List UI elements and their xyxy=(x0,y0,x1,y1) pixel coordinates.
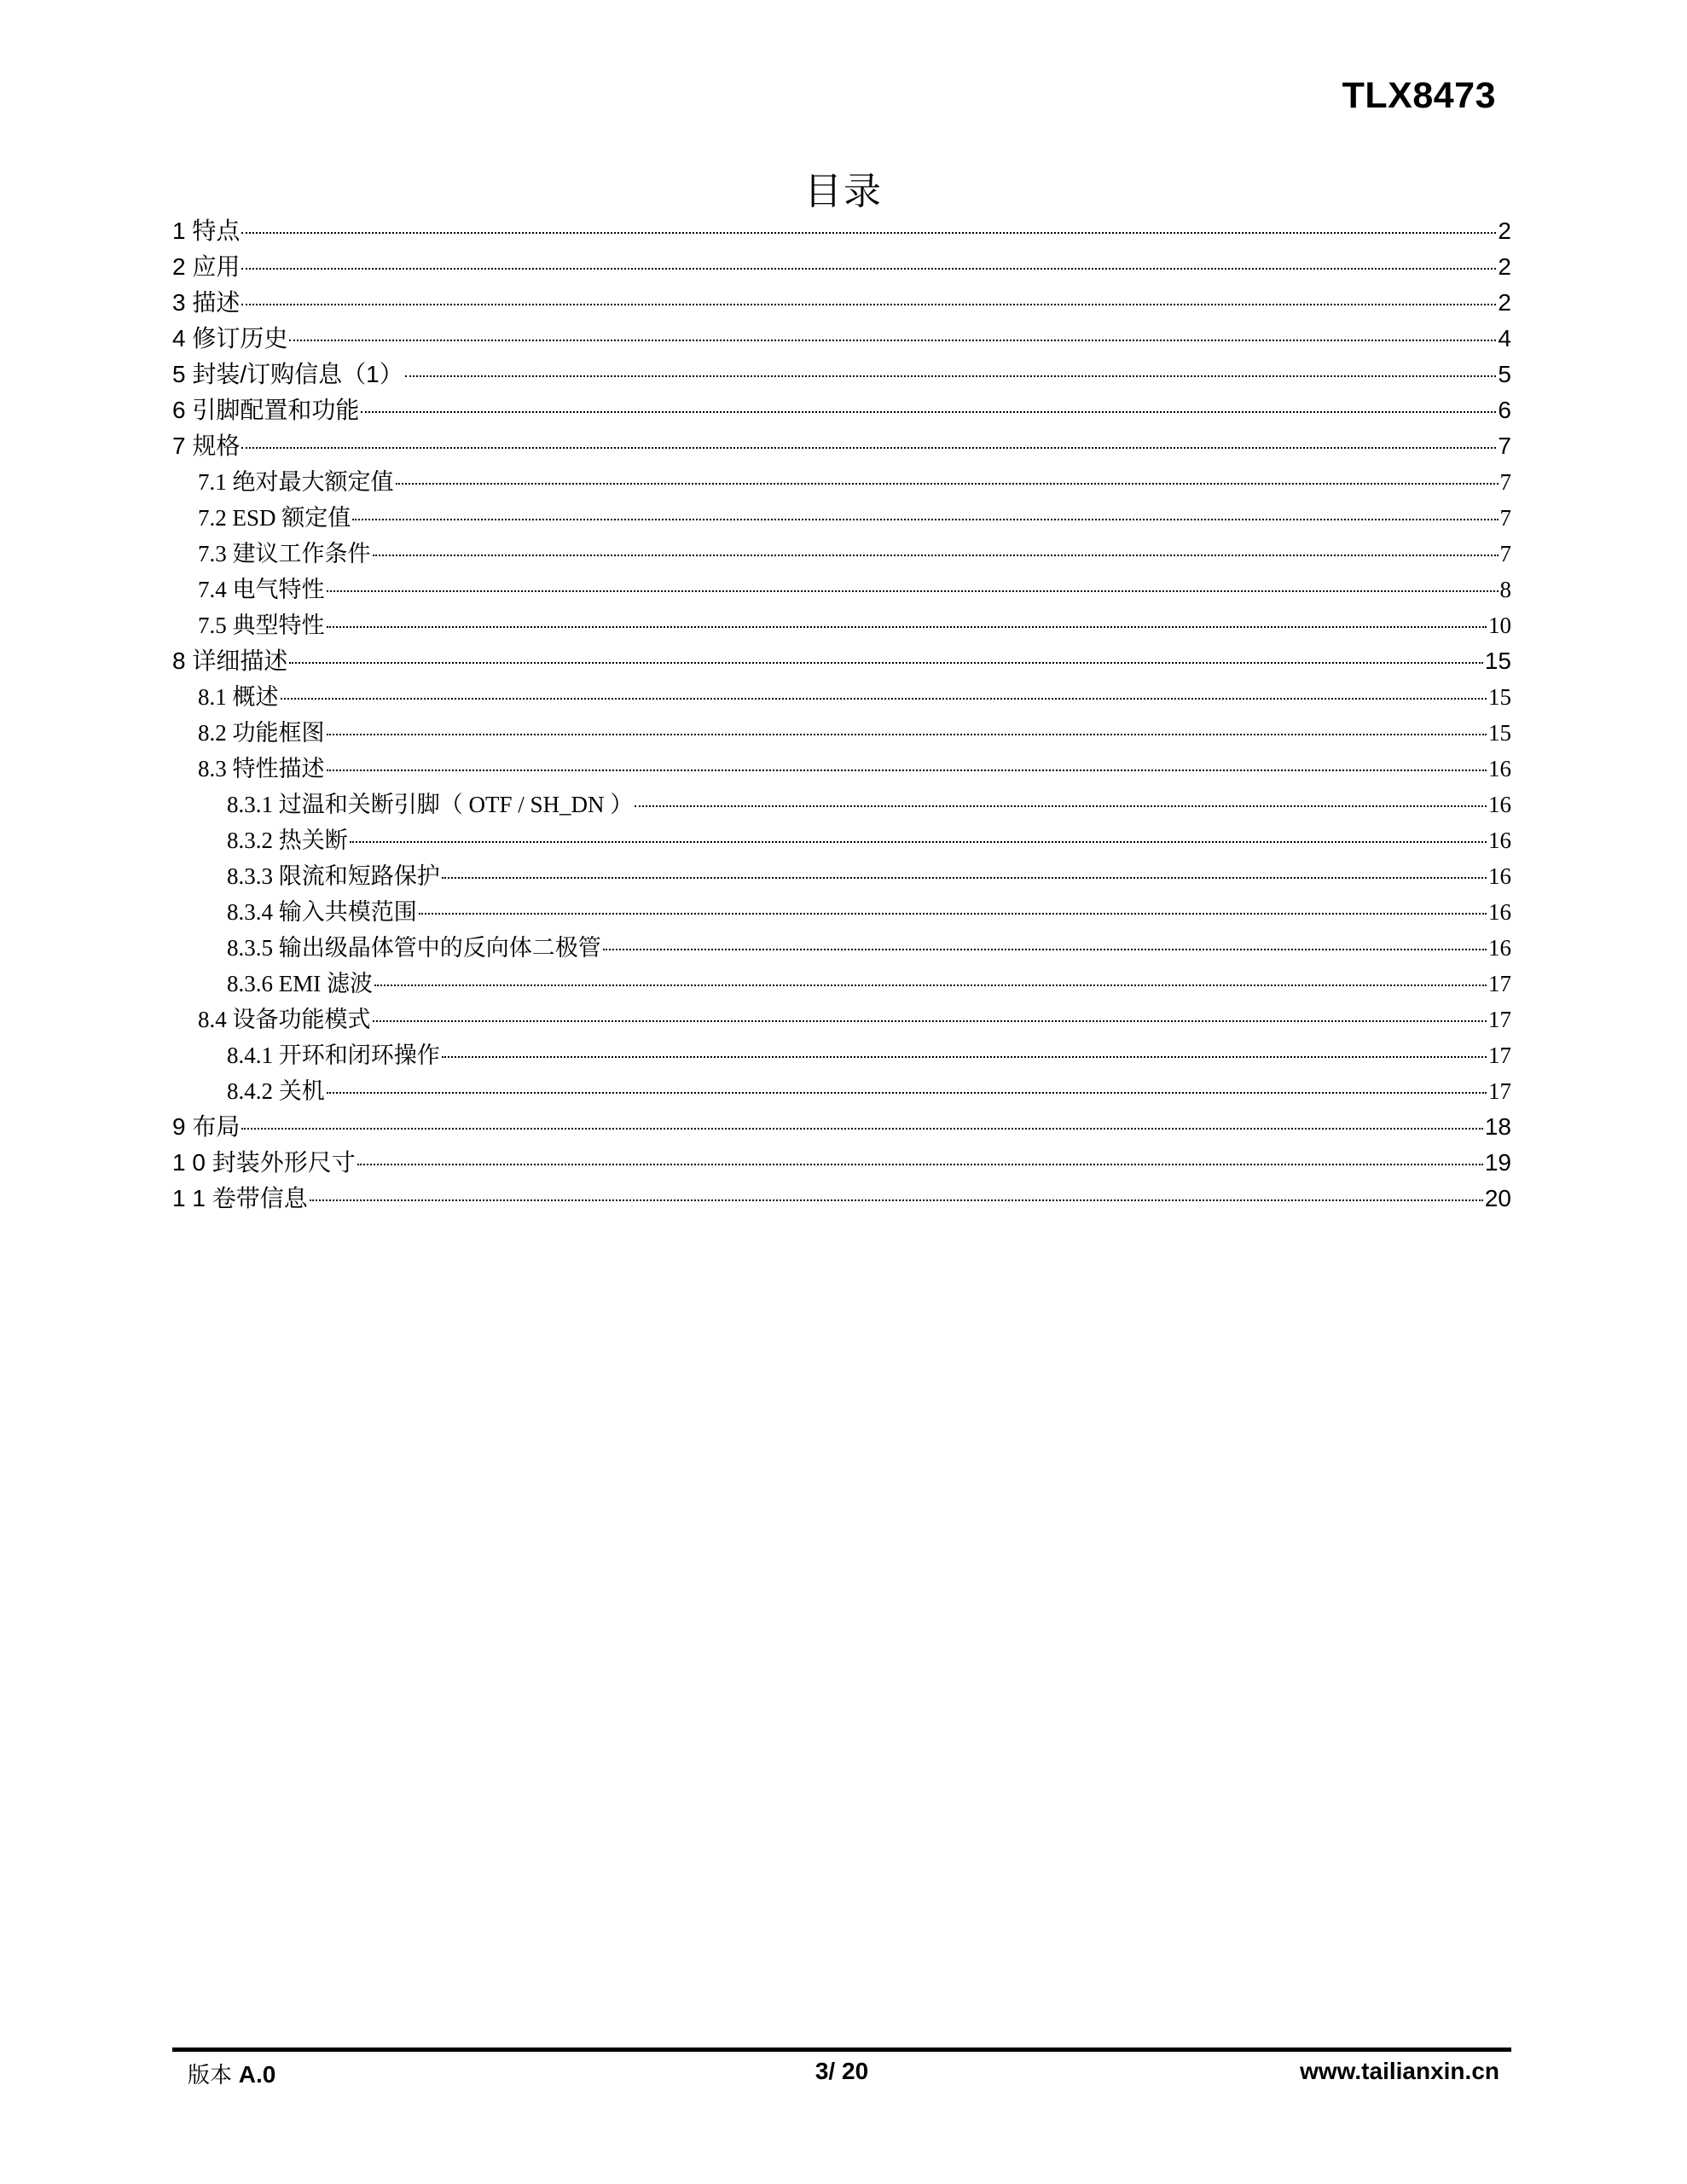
toc-entry[interactable] xyxy=(172,858,1511,894)
toc-entry-page: 20 xyxy=(1484,1185,1511,1211)
toc-dot-leader xyxy=(241,447,1496,449)
toc-entry-label: 7 规格 xyxy=(172,433,241,459)
toc-dot-leader xyxy=(241,304,1496,305)
toc-entry[interactable] xyxy=(172,1073,1511,1109)
toc-entry-label: 5 封装/订购信息（1） xyxy=(172,361,403,387)
toc-entry-label: 8.3.2 热关断 xyxy=(227,828,348,853)
toc-entry[interactable] xyxy=(172,894,1511,930)
toc-entry[interactable] xyxy=(172,321,1511,357)
toc-entry-page: 5 xyxy=(1498,361,1511,387)
toc-entry-label: 1 0 封装外形尺寸 xyxy=(172,1149,356,1176)
toc-dot-leader xyxy=(281,698,1487,700)
toc-entry-label: 8.3.6 EMI 滤波 xyxy=(227,971,373,996)
part-number-header: TLX8473 xyxy=(1342,75,1496,116)
toc-entry-label: 4 修订历史 xyxy=(172,325,288,351)
page-indicator: 3/ 20 xyxy=(815,2058,869,2084)
toc-entry-page: 15 xyxy=(1488,720,1511,746)
toc-entry-page: 10 xyxy=(1488,613,1511,638)
toc-entry-page: 17 xyxy=(1488,1007,1511,1032)
toc-entry-label: 8.4.1 开环和闭环操作 xyxy=(227,1043,440,1068)
toc-entry-page: 8 xyxy=(1499,577,1511,602)
toc-dot-leader xyxy=(405,375,1497,377)
toc-entry[interactable] xyxy=(172,213,1511,249)
toc-entry-page: 4 xyxy=(1498,325,1511,351)
toc-entry-label: 7.4 电气特性 xyxy=(198,577,325,602)
toc-entry-page: 16 xyxy=(1488,828,1511,853)
page-footer xyxy=(172,2058,1511,2092)
toc-dot-leader xyxy=(327,770,1487,771)
website-link[interactable]: www.tailianxin.cn xyxy=(1300,2058,1499,2084)
toc-entry[interactable] xyxy=(172,1145,1511,1181)
toc-entry-label: 8.3.3 限流和短路保护 xyxy=(227,863,440,889)
toc-entry[interactable] xyxy=(172,392,1511,428)
table-of-contents xyxy=(172,213,1511,1217)
toc-entry-page: 16 xyxy=(1488,863,1511,889)
toc-dot-leader xyxy=(373,1020,1487,1022)
version-label: 版本 xyxy=(188,2063,233,2088)
toc-entry-page: 17 xyxy=(1488,971,1511,996)
toc-dot-leader xyxy=(327,590,1499,592)
toc-entry-label: 9 布局 xyxy=(172,1113,241,1140)
toc-entry-label: 6 引脚配置和功能 xyxy=(172,397,360,423)
toc-dot-leader xyxy=(352,519,1498,520)
toc-entry-label: 7.2 ESD 额定值 xyxy=(198,505,351,531)
toc-dot-leader xyxy=(289,340,1496,341)
toc-title: 目录 xyxy=(804,170,883,213)
toc-entry[interactable] xyxy=(172,1109,1511,1145)
toc-entry-label: 1 特点 xyxy=(172,218,241,244)
toc-entry[interactable] xyxy=(172,715,1511,751)
toc-entry[interactable] xyxy=(172,822,1511,858)
toc-entry-page: 2 xyxy=(1498,218,1511,244)
toc-entry-page: 2 xyxy=(1498,253,1511,280)
toc-entry[interactable] xyxy=(172,1037,1511,1073)
toc-entry-page: 19 xyxy=(1484,1149,1511,1176)
toc-dot-leader xyxy=(361,411,1496,413)
toc-entry-page: 7 xyxy=(1499,541,1511,566)
toc-dot-leader xyxy=(241,232,1496,234)
toc-entry[interactable] xyxy=(172,500,1511,536)
toc-dot-leader xyxy=(350,841,1487,843)
toc-dot-leader xyxy=(396,483,1499,485)
version-value: A.0 xyxy=(238,2061,276,2088)
toc-entry[interactable] xyxy=(172,643,1511,679)
toc-entry[interactable] xyxy=(172,464,1511,500)
toc-entry-label: 8.4.2 关机 xyxy=(227,1078,325,1104)
toc-dot-leader xyxy=(374,985,1487,986)
toc-entry-label: 8.2 功能框图 xyxy=(198,720,325,746)
toc-entry-label: 1 1 卷带信息 xyxy=(172,1185,308,1211)
toc-dot-leader xyxy=(241,268,1496,270)
toc-entry-label: 2 应用 xyxy=(172,253,241,280)
toc-entry[interactable] xyxy=(172,357,1511,392)
toc-entry-page: 7 xyxy=(1499,469,1511,495)
toc-entry[interactable] xyxy=(172,536,1511,572)
toc-entry[interactable] xyxy=(172,966,1511,1002)
toc-entry[interactable] xyxy=(172,607,1511,643)
toc-entry[interactable] xyxy=(172,428,1511,464)
toc-entry-label: 7.5 典型特性 xyxy=(198,613,325,638)
toc-entry-page: 16 xyxy=(1488,899,1511,925)
toc-entry[interactable] xyxy=(172,285,1511,321)
toc-entry-label: 8.3.5 输出级晶体管中的反向体二极管 xyxy=(227,935,601,961)
toc-entry-page: 16 xyxy=(1488,756,1511,781)
toc-dot-leader xyxy=(603,949,1487,950)
toc-entry-page: 15 xyxy=(1484,648,1511,674)
toc-dot-leader xyxy=(442,1056,1487,1058)
toc-entry-label: 8.4 设备功能模式 xyxy=(198,1007,371,1032)
toc-dot-leader xyxy=(373,555,1499,556)
toc-entry[interactable] xyxy=(172,930,1511,966)
toc-entry[interactable] xyxy=(172,1002,1511,1037)
toc-dot-leader xyxy=(357,1164,1483,1165)
toc-entry[interactable] xyxy=(172,751,1511,787)
toc-entry-page: 17 xyxy=(1488,1043,1511,1068)
toc-entry-page: 16 xyxy=(1488,935,1511,961)
toc-entry-label: 8 详细描述 xyxy=(172,648,288,674)
toc-dot-leader xyxy=(419,913,1487,915)
toc-entry-page: 7 xyxy=(1499,505,1511,531)
toc-entry[interactable] xyxy=(172,1181,1511,1217)
toc-dot-leader xyxy=(241,1128,1482,1130)
toc-dot-leader xyxy=(635,805,1487,807)
toc-entry[interactable] xyxy=(172,249,1511,285)
footer-rule xyxy=(172,2048,1511,2052)
toc-entry-page: 18 xyxy=(1484,1113,1511,1140)
toc-entry-label: 3 描述 xyxy=(172,289,241,316)
toc-entry-page: 17 xyxy=(1488,1078,1511,1104)
toc-entry-label: 8.3.4 输入共模范围 xyxy=(227,899,417,925)
toc-entry-page: 16 xyxy=(1488,792,1511,817)
toc-dot-leader xyxy=(327,626,1487,628)
toc-entry[interactable] xyxy=(172,572,1511,607)
toc-dot-leader xyxy=(442,877,1487,879)
toc-entry-page: 2 xyxy=(1498,289,1511,316)
toc-entry-label: 8.3 特性描述 xyxy=(198,756,325,781)
toc-entry-label: 8.1 概述 xyxy=(198,684,279,710)
toc-entry-page: 15 xyxy=(1488,684,1511,710)
toc-entry-page: 7 xyxy=(1498,433,1511,459)
toc-entry-page: 6 xyxy=(1498,397,1511,423)
toc-entry-label: 8.3.1 过温和关断引脚（ OTF / SH_DN ） xyxy=(227,792,634,817)
toc-entry-label: 7.1 绝对最大额定值 xyxy=(198,469,394,495)
toc-entry[interactable] xyxy=(172,679,1511,715)
toc-entry[interactable] xyxy=(172,787,1511,822)
toc-dot-leader xyxy=(310,1199,1483,1201)
toc-dot-leader xyxy=(327,734,1487,735)
toc-entry-label: 7.3 建议工作条件 xyxy=(198,541,371,566)
toc-dot-leader xyxy=(289,662,1482,664)
toc-dot-leader xyxy=(327,1092,1487,1094)
